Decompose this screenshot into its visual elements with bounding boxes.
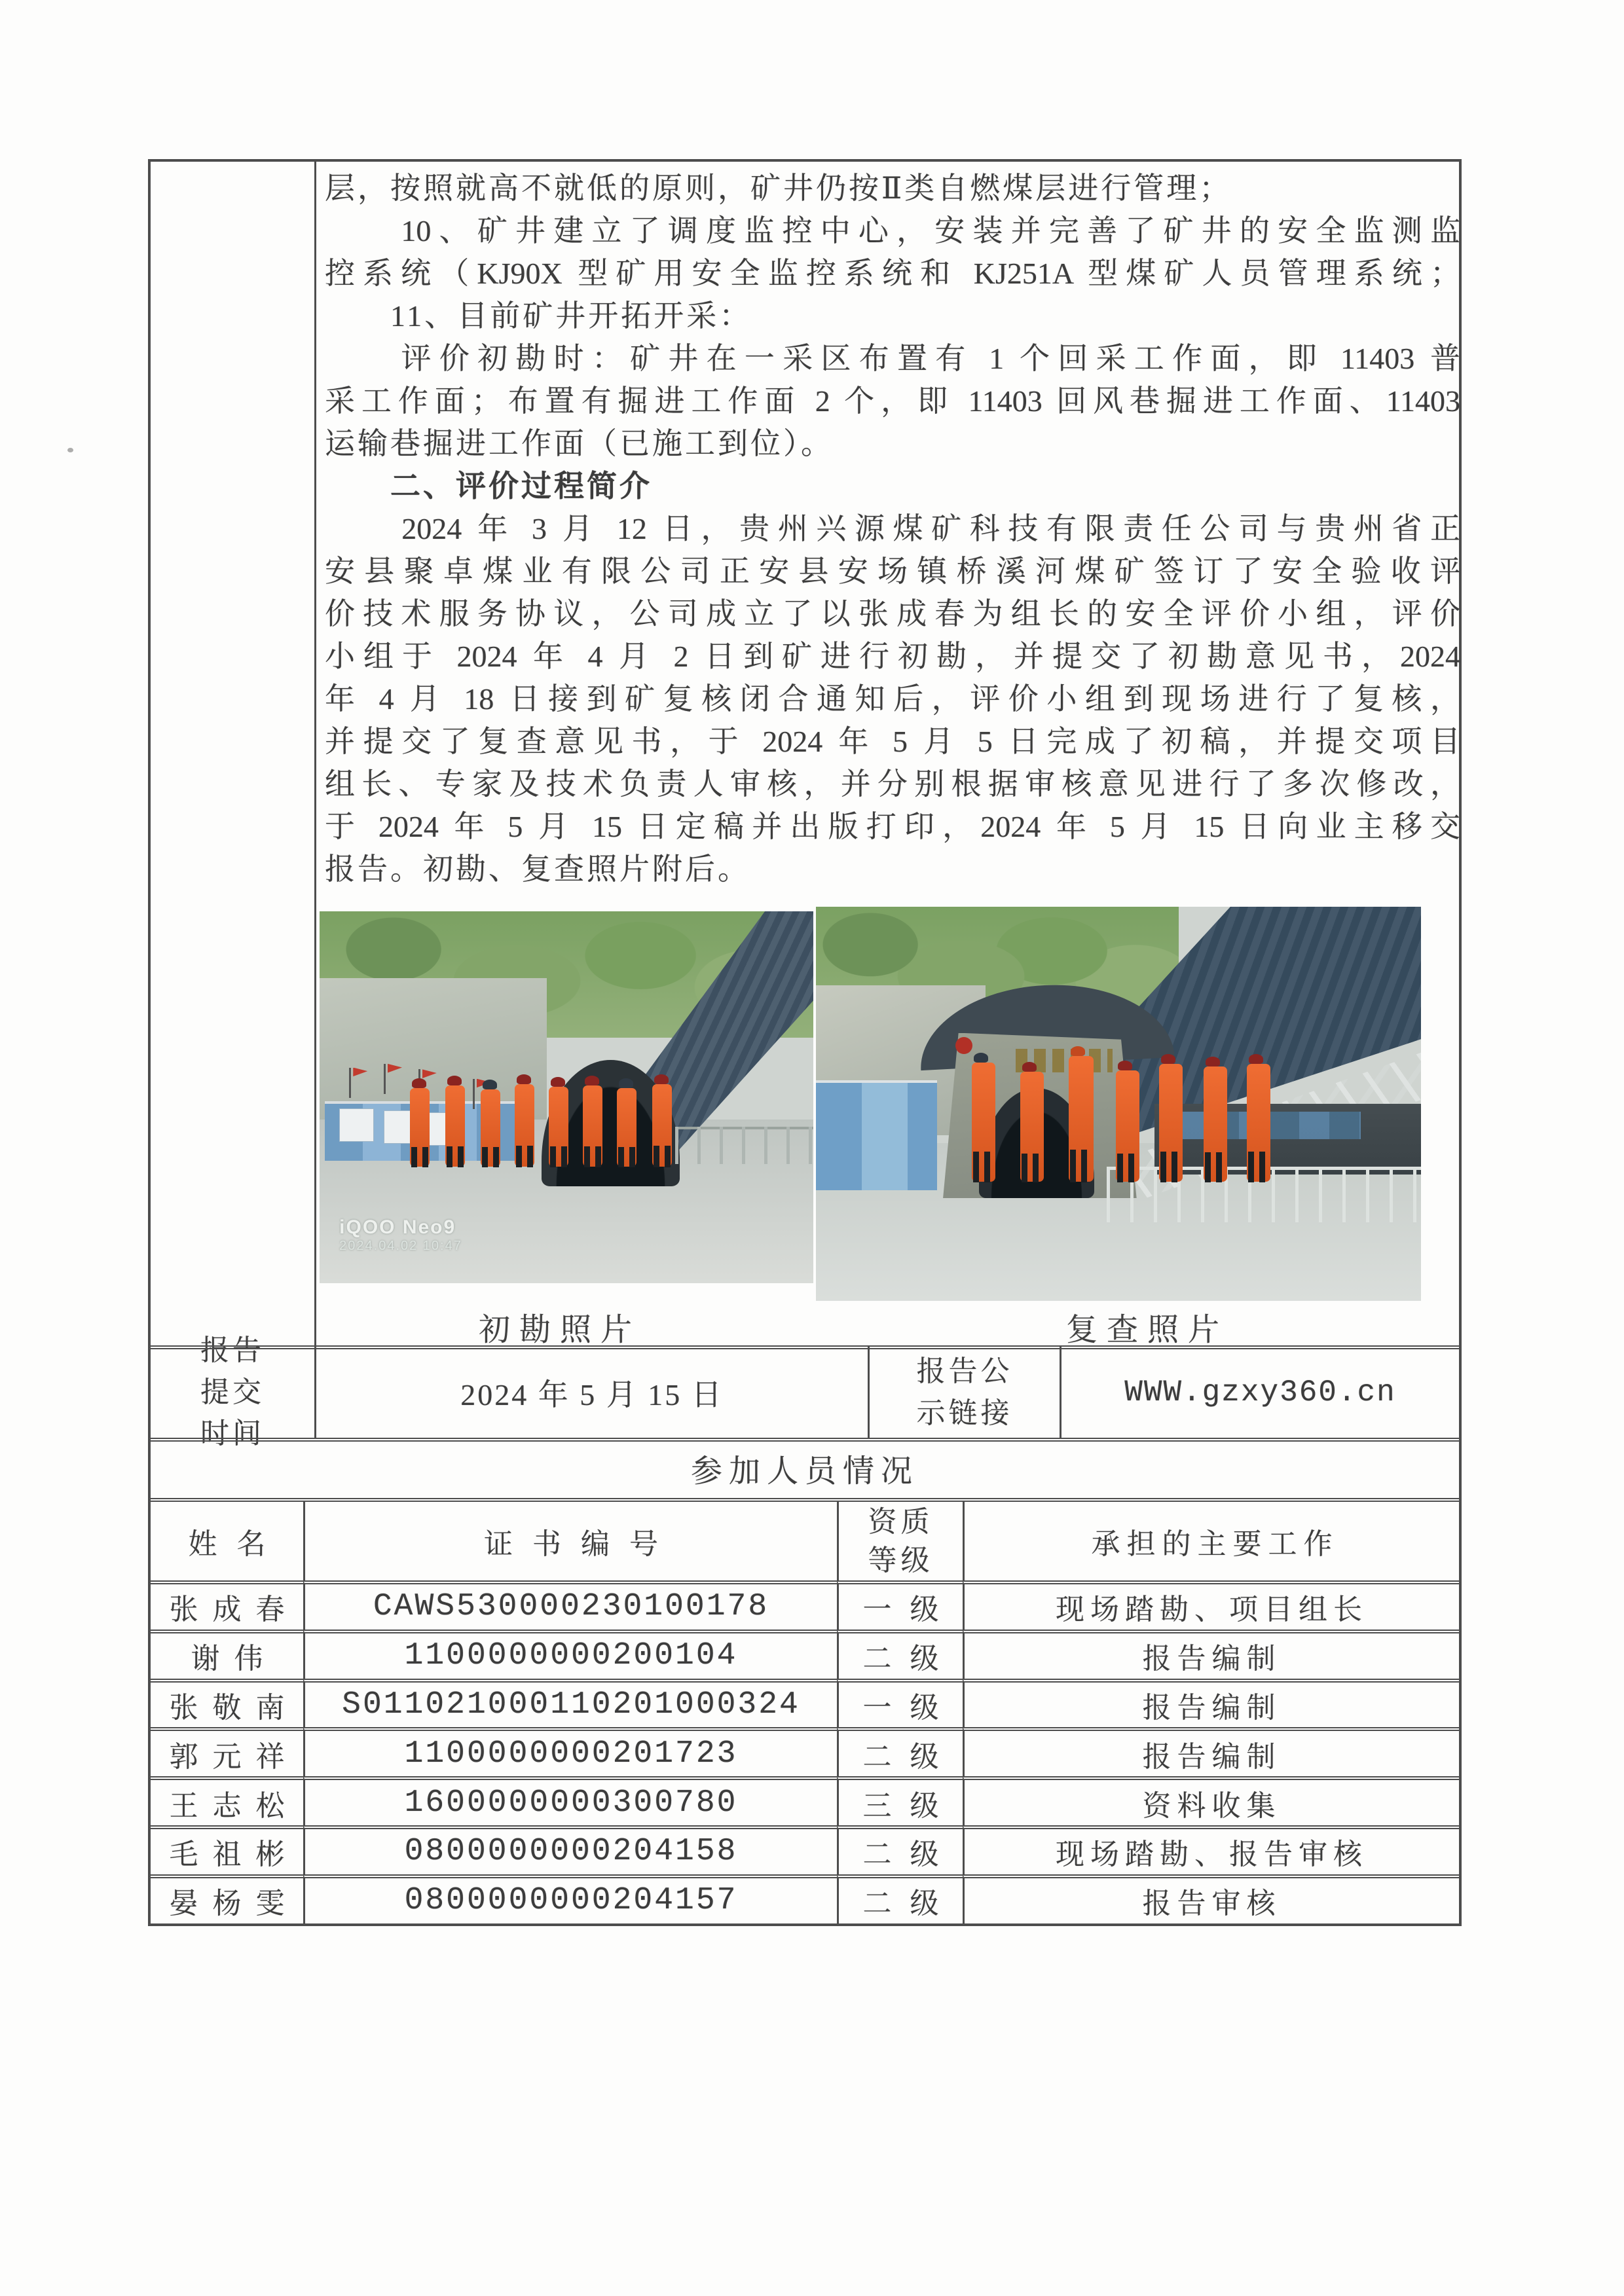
participant-level-cell: 二级 bbox=[837, 1874, 963, 1923]
worker-figure bbox=[652, 1084, 672, 1167]
table-divider bbox=[1060, 1347, 1061, 1438]
body-text-line: 年 4 月 18 日接到矿复核闭合通知后，评价小组到现场进行了复核， bbox=[325, 682, 1460, 716]
participant-name-cell: 毛祖彬 bbox=[151, 1825, 303, 1874]
participant-name-cell: 晏杨雯 bbox=[151, 1874, 303, 1923]
photo-watermark bbox=[339, 1216, 462, 1254]
participants-banner: 参加人员情况 bbox=[690, 1453, 919, 1489]
participant-name-cell: 王志松 bbox=[151, 1776, 303, 1825]
body-text-line: 组长、专家及技术负责人审核，并分别根据审核意见进行了多次修改， bbox=[325, 767, 1460, 801]
caption-review-photo: 复查照片 bbox=[1065, 1313, 1229, 1347]
report-link-label: 报告公示链接 bbox=[916, 1355, 1013, 1429]
table-divider bbox=[151, 1498, 1459, 1502]
worker-figure bbox=[972, 1063, 995, 1182]
photo-initial-survey bbox=[320, 911, 813, 1283]
participant-name-cell: 张成春 bbox=[151, 1580, 303, 1630]
participants-header-work: 承担的主要工作 bbox=[963, 1502, 1459, 1580]
body-text-line: 层，按照就高不就低的原则，矿井仍按Ⅱ类自燃煤层进行管理； bbox=[325, 172, 1232, 205]
participant-level-cell: 二级 bbox=[837, 1630, 963, 1679]
worker-figure bbox=[481, 1089, 500, 1167]
body-text-line: 2024 年 3 月 12 日，贵州兴源煤矿科技有限责任公司与贵州省正 bbox=[325, 512, 1460, 545]
body-text bbox=[325, 167, 1460, 890]
worker-figure bbox=[1020, 1072, 1044, 1182]
participant-work-cell: 现场踏勘、报告审核 bbox=[963, 1825, 1459, 1874]
table-divider bbox=[151, 1438, 1459, 1442]
participant-level-cell: 一级 bbox=[837, 1679, 963, 1728]
body-text-line: 控系统（KJ90X 型矿用安全监控系统和 KJ251A 型煤矿人员管理系统； bbox=[325, 257, 1460, 290]
body-text-line: 运输巷掘进工作面（已施工到位）。 bbox=[325, 427, 834, 460]
worker-figure bbox=[1159, 1064, 1183, 1182]
fence-railing bbox=[675, 1127, 813, 1164]
body-text-line: 采工作面；布置有掘进工作面 2 个，即 11403 回风巷掘进工作面、11403 bbox=[325, 384, 1460, 418]
participants-table bbox=[151, 1502, 1459, 1923]
photo-review bbox=[816, 907, 1421, 1301]
worker-figure bbox=[617, 1088, 637, 1167]
body-text-line: 并提交了复查意见书，于 2024 年 5 月 5 日完成了初稿，并提交项目 bbox=[325, 725, 1460, 758]
worker-figure bbox=[1069, 1056, 1094, 1182]
watermark-title: iQOO Neo9 bbox=[339, 1216, 456, 1238]
report-submit-date: 2024 年 5 月 15 日 bbox=[460, 1377, 724, 1412]
participant-work-cell: 报告审核 bbox=[963, 1874, 1459, 1923]
worker-figure bbox=[1116, 1070, 1139, 1182]
body-text-line: 小组于 2024 年 4 月 2 日到矿进行初勘，并提交了初勘意见书，2024 bbox=[325, 640, 1460, 673]
participant-level-cell: 三级 bbox=[837, 1776, 963, 1825]
participant-name-cell: 谢伟 bbox=[151, 1630, 303, 1679]
worker-figure bbox=[515, 1084, 534, 1167]
blue-panel-wall bbox=[816, 1080, 937, 1191]
participant-level-cell: 二级 bbox=[837, 1825, 963, 1874]
participants-header-name: 姓名 bbox=[188, 1528, 286, 1560]
report-link-value-cell bbox=[1061, 1347, 1459, 1438]
worker-figure bbox=[410, 1088, 430, 1167]
report-submit-label: 报告提交时间 bbox=[200, 1334, 265, 1450]
report-table bbox=[148, 159, 1462, 1926]
participant-work-cell: 报告编制 bbox=[963, 1630, 1459, 1679]
participants-header-level-label: 资质等级 bbox=[868, 1505, 934, 1576]
body-text-line: 于 2024 年 5 月 15 日定稿并出版打印，2024 年 5 月 15 日向业主移交 bbox=[325, 810, 1461, 843]
participant-work-cell: 资料收集 bbox=[963, 1776, 1459, 1825]
participant-cert-cell: 0800000000204158 bbox=[303, 1825, 837, 1874]
participant-cert-cell: 1100000000201723 bbox=[303, 1727, 837, 1776]
table-divider bbox=[868, 1347, 870, 1438]
body-text-line: 11、目前矿井开拓开采： bbox=[325, 299, 752, 333]
participant-cert-cell: 1600000000300780 bbox=[303, 1776, 837, 1825]
report-link-label-cell bbox=[870, 1347, 1060, 1438]
participants-header-level bbox=[837, 1502, 963, 1580]
report-submit-date-cell bbox=[316, 1347, 868, 1438]
body-text-line: 报告。初勘、复查照片附后。 bbox=[325, 852, 750, 886]
participant-work-cell: 报告编制 bbox=[963, 1679, 1459, 1728]
worker-figure bbox=[1247, 1064, 1270, 1182]
scan-speck bbox=[67, 448, 73, 452]
participant-level-cell: 一级 bbox=[837, 1580, 963, 1630]
participant-cert-cell: 1100000000200104 bbox=[303, 1630, 837, 1679]
body-text-line: 安县聚卓煤业有限公司正安县安场镇桥溪河煤矿签订了安全验收评 bbox=[325, 555, 1460, 588]
participant-name-cell: 郭元祥 bbox=[151, 1727, 303, 1776]
report-submit-label-cell bbox=[151, 1334, 314, 1450]
worker-figure bbox=[1204, 1066, 1227, 1182]
table-divider bbox=[314, 162, 316, 1438]
notice-board bbox=[339, 1108, 374, 1142]
red-sign bbox=[955, 1037, 972, 1054]
body-text-line: 评价初勘时：矿井在一采区布置有 1 个回采工作面，即 11403 普 bbox=[325, 342, 1460, 375]
worker-figure bbox=[549, 1087, 568, 1167]
participant-cert-cell: S011021000110201000324 bbox=[303, 1679, 837, 1728]
caption-initial-photo: 初勘照片 bbox=[478, 1313, 642, 1347]
participants-header-cert: 证书编号 bbox=[303, 1502, 837, 1580]
watermark-date: 2024.04.02 10:47 bbox=[339, 1238, 462, 1253]
report-link-url: WWW.gzxy360.cn bbox=[1124, 1375, 1396, 1410]
red-flag bbox=[349, 1068, 362, 1098]
participant-name-cell: 张敬南 bbox=[151, 1679, 303, 1728]
body-text-line: 价技术服务协议，公司成立了以张成春为组长的安全评价小组，评价 bbox=[325, 597, 1460, 630]
table-divider bbox=[151, 1345, 1459, 1349]
body-text-line: 二、评价过程简介 bbox=[325, 469, 652, 503]
participant-work-cell: 现场踏勘、项目组长 bbox=[963, 1580, 1459, 1630]
participant-level-cell: 二级 bbox=[837, 1727, 963, 1776]
participant-work-cell: 报告编制 bbox=[963, 1727, 1459, 1776]
worker-figure bbox=[445, 1085, 465, 1167]
red-flag bbox=[384, 1064, 397, 1094]
worker-figure bbox=[583, 1085, 602, 1167]
participant-cert-cell: 0800000000204157 bbox=[303, 1874, 837, 1923]
body-text-line: 10、矿井建立了调度监控中心，安装并完善了矿井的安全监测监 bbox=[325, 214, 1460, 247]
participant-cert-cell: CAWS530000230100178 bbox=[303, 1580, 837, 1630]
